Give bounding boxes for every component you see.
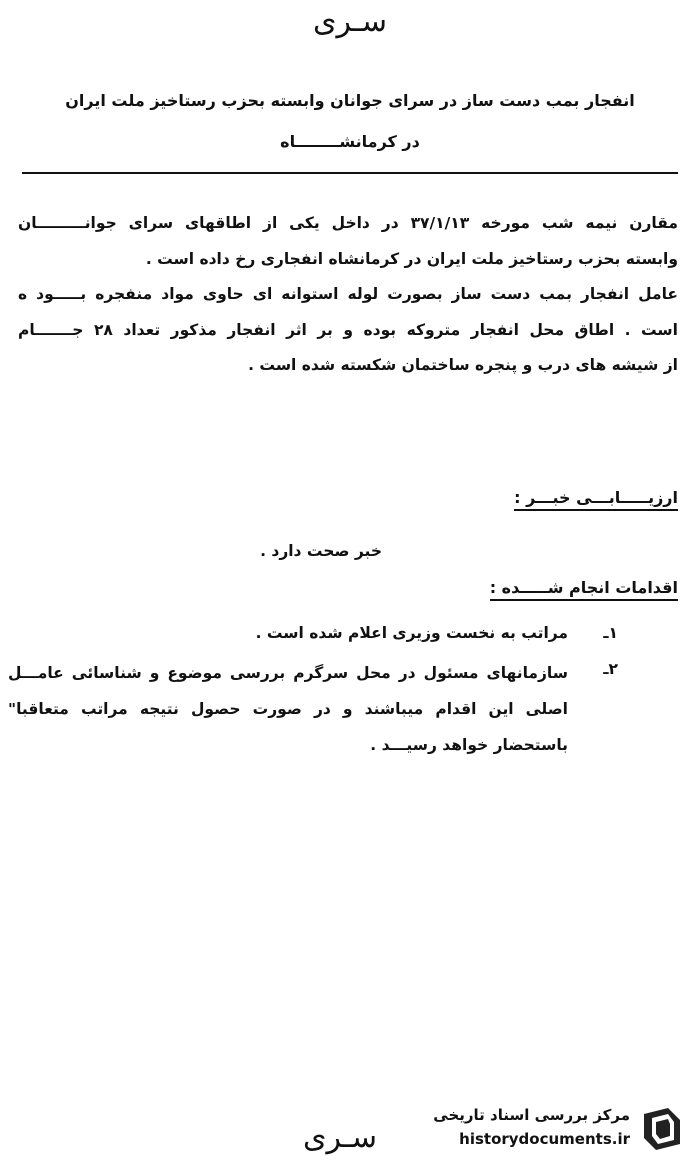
report-line: از شیشه های درب و پنجره ساختمان شکسته شده است . <box>248 356 678 374</box>
action-item-text: مراتب به نخست وزیری اعلام شده است . <box>255 624 568 642</box>
action-line: باستحضار خواهد رسیـــد . <box>370 736 568 754</box>
watermark <box>430 1100 690 1156</box>
watermark-org-name: مرکز بررسی اسناد تاریخی <box>433 1106 630 1124</box>
title-divider <box>22 172 678 174</box>
document-title: انفجار بمب دست ساز در سرای جوانان وابسته بحزب رستاخیز ملت ایران <box>65 91 635 110</box>
watermark-url: historydocuments.ir <box>459 1130 630 1148</box>
assessment-text: خبر صحت دارد . <box>260 542 382 560</box>
classification-footer: سـری <box>303 1120 377 1155</box>
actions-heading: اقدامات انجام شـــــده : <box>490 578 678 601</box>
action-item-text <box>8 655 568 763</box>
action-line: اصلی این اقدام میباشند و در صورت حصول نتیجه مراتب متعاقبا" <box>8 700 568 718</box>
action-number: ۱ـ <box>603 624 618 642</box>
report-line: است . اطاق محل انفجار متروکه بوده و بر اثر انفجار مذکور تعداد ۲۸ جـــــــام <box>18 320 678 339</box>
archive-logo-icon <box>638 1104 686 1152</box>
classification-header: سـری <box>313 4 387 39</box>
report-body <box>18 206 678 384</box>
document-title-location: در کرمانشــــــــاه <box>280 132 420 151</box>
action-line: سازمانهای مسئول در محل سرگرم بررسی موضوع و شناسائی عامـــل <box>8 664 568 682</box>
assessment-heading: ارزیـــــابـــی خبـــر : <box>514 488 678 511</box>
report-line: عامل انفجار بمب دست ساز بصورت لوله استوانه ای حاوی مواد منفجره بـــــود ه <box>18 285 678 303</box>
action-number: ۲ـ <box>603 660 618 678</box>
report-line: وابسته بحزب رستاخیز ملت ایران در کرمانشاه انفجاری رخ داده است . <box>145 249 678 268</box>
report-line: مقارن نیمه شب مورخه ۳۷/۱/۱۳ در داخل یکی از اطاقهای سرای جوانـــــــــان <box>18 214 678 232</box>
